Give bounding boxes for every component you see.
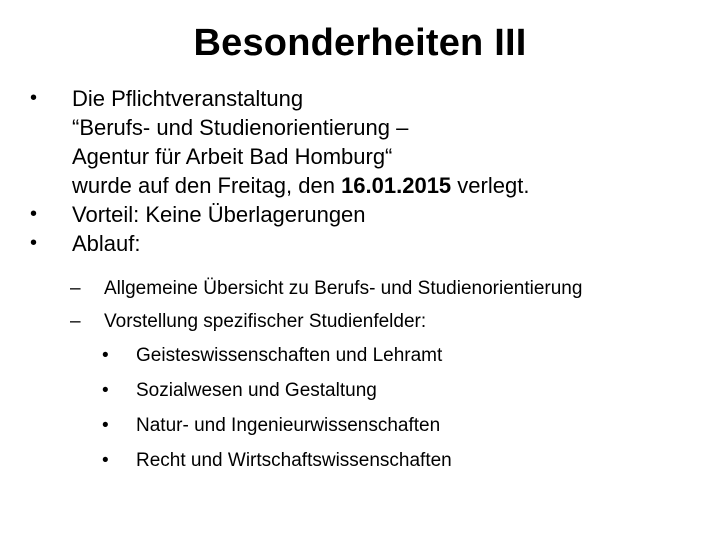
bullet-icon: • [30,232,38,254]
sub-item-fields [30,305,700,338]
bullet-icon: • [102,380,109,401]
slide-content [30,84,700,478]
bullet-icon: • [30,203,38,225]
bullet-item-event [30,84,700,200]
bullet-icon: • [30,87,38,109]
field-item [30,338,700,373]
bullet-line: “Berufs- und Studienorientierung – [72,115,409,140]
field-text: Sozialwesen und Gestaltung [136,380,377,401]
field-text: Geisteswissenschaften und Lehramt [136,345,443,366]
bullet-text: Vorteil: Keine Überlagerungen [72,202,366,227]
bullet-icon: • [102,415,109,436]
bullet-text: Ablauf: [72,231,141,256]
bullet-item-advantage [30,200,700,229]
field-text: Natur- und Ingenieurwissenschaften [136,415,441,436]
sub-item-overview [30,272,700,305]
bullet-line: Die Pflichtveranstaltung [72,86,304,111]
bullet-icon: • [102,345,109,366]
bullet-icon: • [102,450,109,471]
field-item [30,408,700,443]
date-suffix: verlegt. [451,173,530,198]
date-prefix: wurde auf den Freitag, den [72,173,342,198]
dash-icon: – [70,311,81,332]
bullet-item-schedule [30,229,700,258]
field-item [30,373,700,408]
sub-list [30,272,700,478]
sub-item-text: Vorstellung spezifischer Studienfelder: [104,311,427,332]
field-text: Recht und Wirtschaftswissenschaften [136,450,452,471]
field-item [30,443,700,478]
bullet-line: Agentur für Arbeit Bad Homburg“ [72,144,393,169]
sub-item-text: Allgemeine Übersicht zu Berufs- und Studienorientierung [104,278,583,299]
bullet-line [72,171,700,200]
slide-title: Besonderheiten III [193,22,527,64]
event-date: 16.01.2015 [341,173,452,198]
dash-icon: – [70,278,81,299]
